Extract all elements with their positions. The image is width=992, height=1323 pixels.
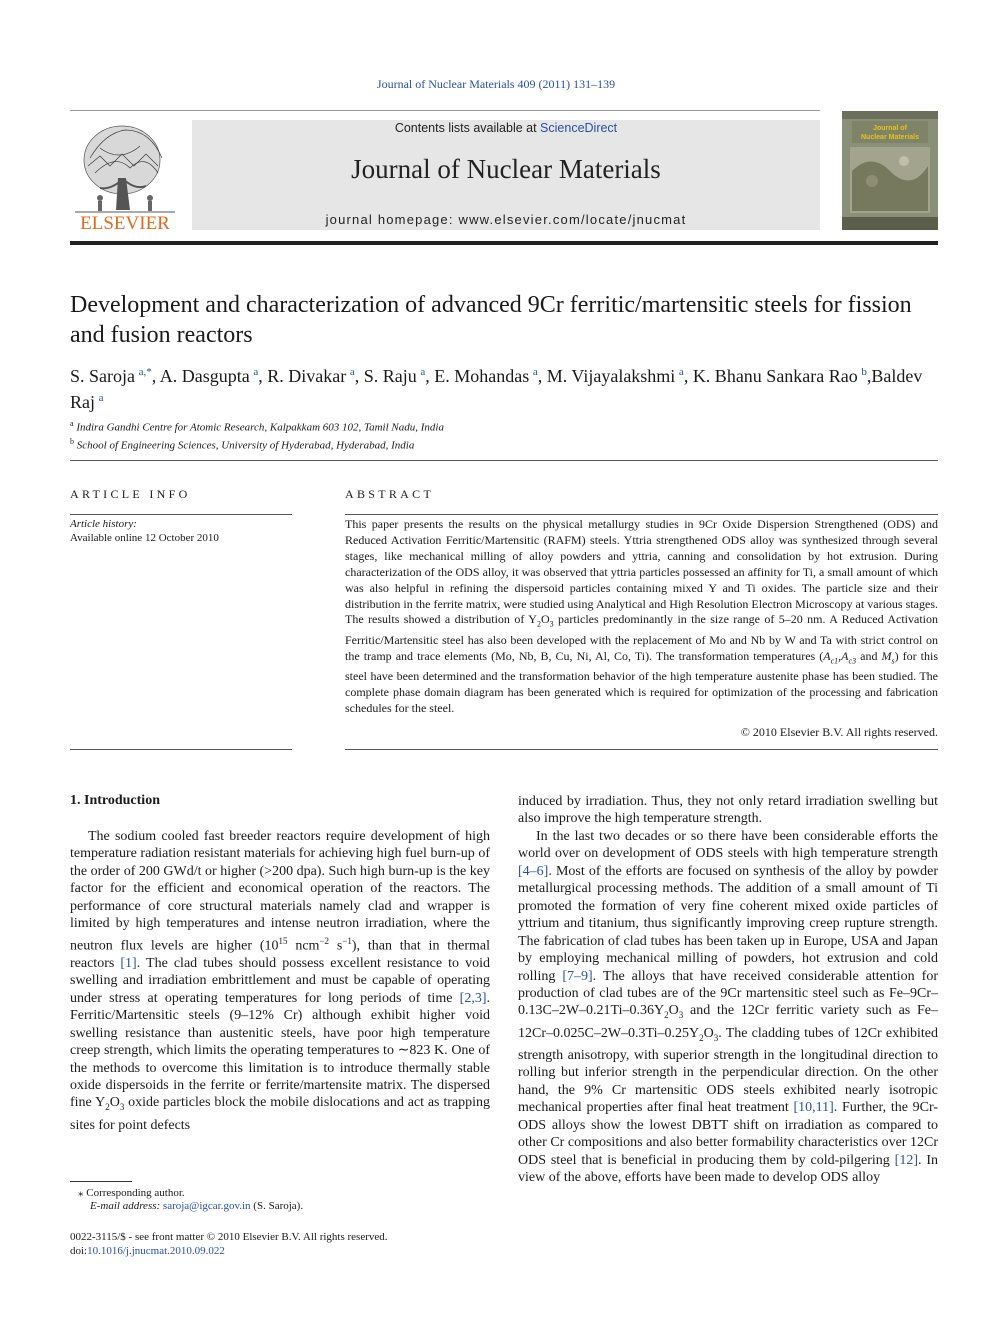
author-name[interactable]: S. Raju <box>363 366 417 386</box>
article-title: Development and characterization of advanced 9Cr ferritic/martensitic steels for fission and fusion reactors <box>70 292 912 348</box>
affiliation-a: $^a$ Indira Gandhi Centre for Atomic Research, Kalpakkam 603 102, Tamil Nadu, India <box>70 419 444 434</box>
author-name[interactable]: M. Vijayalakshmi <box>546 366 676 386</box>
journal-title: Journal of Nuclear Materials <box>351 154 661 184</box>
author-name[interactable]: E. Mohandas <box>434 366 530 386</box>
author-separator: , <box>866 366 872 386</box>
article-info-rule-bottom <box>70 749 292 750</box>
affiliations <box>70 417 940 452</box>
author-name[interactable]: Baldev Raj <box>70 366 923 412</box>
abstract-rule-bottom <box>345 749 938 750</box>
citation-link[interactable]: [10,11] <box>793 1100 834 1116</box>
corresponding-author-note: ⁎ Corresponding author. <box>78 1187 185 1199</box>
article-history-value: Available online 12 October 2010 <box>70 532 219 544</box>
author-separator: , <box>258 366 268 386</box>
author-affiliation-mark[interactable]: a,* <box>138 366 152 378</box>
abstract-text: This paper presents the results on the physical metallurgy studies in 9Cr Oxide Dispersion Strengthened (ODS) and Reduced Activation Ferritic/Martensitic (RAFM) steels. Yttria strengthened ODS alloy was synthesized through several stages, like mechanical milling of alloy powders and yttria, canning and consolidation by hot extrusion. During characterization of the ODS alloy, it was observed that yttria particles possessed an affinity for Ti, a small amount of which was also helpful in refining the dispersoid particles containing mixed Y and Ti oxides. The particle size and their distribution in the ferrite matrix, were studied using Analytical and High Resolution Electron Microscopy at various stages. The results showed a distribution of $Y_2O_3$ particles predominantly in the size range of 5–20 nm. A Reduced Activation Ferritic/Martensitic steel has also been developed with the replacement of Mo and Nb by W and Ta with strict control on the tramp and trace elements (Mo, Nb, B, Cu, Ni, Al, Co, Ti). The transformation temperatures ($A_{c1},A_{c3}$ and $M_s$) for this steel have been determined and the transformation behavior of the high temperature austenite phase has been studied. The complete phase domain diagram has been generated which is required for optimization of the processing and fabrication schedules for the steel. <box>345 517 939 715</box>
email-link[interactable]: saroja@igcar.gov.in <box>162 1200 251 1212</box>
journal-homepage[interactable]: journal homepage: www.elsevier.com/locate/jnucmat <box>325 212 687 227</box>
section-rule <box>70 460 938 461</box>
elsevier-tree-icon <box>70 118 180 233</box>
elsevier-wordmark: ELSEVIER <box>80 213 170 233</box>
author-separator: , <box>537 366 547 386</box>
header-thick-rule <box>70 241 938 245</box>
abstract-rule <box>345 514 938 515</box>
affiliation-b: $^b$ School of Engineering Sciences, University of Hyderabad, Hyderabad, India <box>70 436 415 452</box>
intro-paragraph-continued: induced by irradiation. Thus, they not only retard irradiation swelling but also improve the high temperature strength. <box>518 794 938 827</box>
author-name[interactable]: S. Saroja <box>70 366 135 386</box>
author-affiliation-mark[interactable]: a <box>253 366 259 378</box>
author-separator: , <box>151 366 160 386</box>
contents-line <box>192 121 820 135</box>
author-affiliation-mark[interactable]: a <box>420 366 426 378</box>
author-name[interactable]: K. Bhanu Sankara Rao <box>692 366 858 386</box>
article-info-rule <box>70 514 292 515</box>
body-column-right <box>518 793 938 1187</box>
author-separator: , <box>683 366 693 386</box>
elsevier-logo <box>70 118 180 233</box>
sciencedirect-link[interactable]: ScienceDirect <box>540 121 618 135</box>
doi-line: doi:10.1016/j.jnucmat.2010.09.022 <box>70 1245 225 1257</box>
journal-reference[interactable]: Journal of Nuclear Materials 409 (2011) 131–139 <box>376 77 616 91</box>
article-history-label: Article history: <box>70 518 137 530</box>
citation-link[interactable]: [2,3] <box>459 990 487 1006</box>
footnote-rule <box>70 1181 132 1182</box>
body-column-left <box>70 828 490 1134</box>
intro-paragraph-1: The sodium cooled fast breeder reactors require development of high temperature radiation resistant materials for achieving high fuel burn-up of the order of 200 GWd/t or higher (>200 dpa). Such high burn-up is the key factor for the efficient and economical operation of the reactors. The performance of core structural materials namely clad and wrapper is limited by high temperatures and intense neutron irradiation, where the neutron flux levels are higher ($10^{15}$ ncm$^{-2}$ $s^{-1}$), than that in thermal reactors [1]. The clad tubes should possess excellent resistance to void swelling and irradiation embrittlement and must be capable of operating under stress at operating temperatures for long periods of time [2,3]. Ferritic/Martensitic steels (9–12% Cr) although exhibit higher void swelling resistance than austenitic steels, have poor high temperature creep strength, which limits the operating temperatures to ∼823 K. One of the methods to overcome this limitation is to introduce thermally stable oxide dispersoids in the ferrite or ferrite/martensite matrix. The dispersed fine $Y_2O_3$ oxide particles block the mobile dislocations and act as trapping sites for point defects <box>70 829 491 1133</box>
author-name[interactable]: A. Dasgupta <box>159 366 250 386</box>
header-rule <box>70 110 820 111</box>
issn-line: 0022-3115/$ - see front matter © 2010 Elsevier B.V. All rights reserved. <box>70 1231 388 1243</box>
journal-cover-image[interactable] <box>842 111 938 230</box>
contents-prefix: Contents lists available at <box>394 121 541 135</box>
author-list <box>70 361 950 413</box>
citation-link[interactable]: [7–9] <box>562 968 593 984</box>
citation-link[interactable]: [1] <box>120 955 137 971</box>
citation-link[interactable]: [4–6] <box>518 863 549 879</box>
abstract-heading: ABSTRACT <box>345 487 435 501</box>
svg-text:Nuclear Materials: Nuclear Materials <box>861 134 919 141</box>
author-affiliation-mark[interactable]: a <box>532 366 538 378</box>
svg-text:Journal of: Journal of <box>873 125 907 132</box>
introduction-heading: 1. Introduction <box>70 793 160 808</box>
author-affiliation-mark[interactable]: b <box>861 366 867 378</box>
citation-link[interactable]: [12] <box>894 1152 918 1168</box>
article-info-heading: ARTICLE INFO <box>70 487 191 501</box>
doi-link[interactable]: 10.1016/j.jnucmat.2010.09.022 <box>87 1245 225 1257</box>
abstract-copyright: © 2010 Elsevier B.V. All rights reserved. <box>740 725 938 739</box>
author-affiliation-mark[interactable]: a <box>349 366 355 378</box>
author-affiliation-mark[interactable]: a <box>98 392 104 404</box>
email-note: E-mail address: saroja@igcar.gov.in (S. Saroja). <box>90 1200 304 1212</box>
author-separator: , <box>354 366 364 386</box>
cover-thumbnail-icon <box>842 111 938 230</box>
author-affiliation-mark[interactable]: a <box>678 366 684 378</box>
author-separator: , <box>425 366 435 386</box>
intro-paragraph-2: In the last two decades or so there have been considerable efforts the world over on development of ODS steels with high temperature strength [4–6]. Most of the efforts are focused on synthesis of the alloy by powder metallurgical processing methods. The addition of a small amount of Ti promoted the formation of very fine coherent mixed oxide particles of yttrium and titanium, thus significantly improving creep rupture strength. The fabrication of clad tubes has been taken up in Europe, USA and Japan by employing mechanical milling of powders, hot extrusion and cold rolling [7–9]. The alloys that have received considerable attention for production of clad tubes are of the 9Cr martensitic steel such as $Fe-9Cr-0.13C-2W-0.21Ti-0.36Y_2O_3$ and the 12Cr ferritic variety such as $Fe-12Cr-0.025C-2W-0.3Ti-0.25Y_2O_3$. The cladding tubes of 12Cr exhibited strength anisotropy, with superior strength in the longitudinal direction to rolling but inferior strength in the perpendicular direction. On the other hand, the 9% Cr martensitic ODS steels exhibited nearly isotropic mechanical properties after final heat treatment [10,11]. Further, the 9Cr-ODS alloys show the lowest DBTT shift on irradiation as compared to other Cr compositions and also better formability characteristics over 12Cr ODS steel that is beneficial in producing them by cold-pilgering [12]. In view of the above, efforts have been made to develop ODS alloy <box>518 828 939 1186</box>
author-name[interactable]: R. Divakar <box>267 366 347 386</box>
